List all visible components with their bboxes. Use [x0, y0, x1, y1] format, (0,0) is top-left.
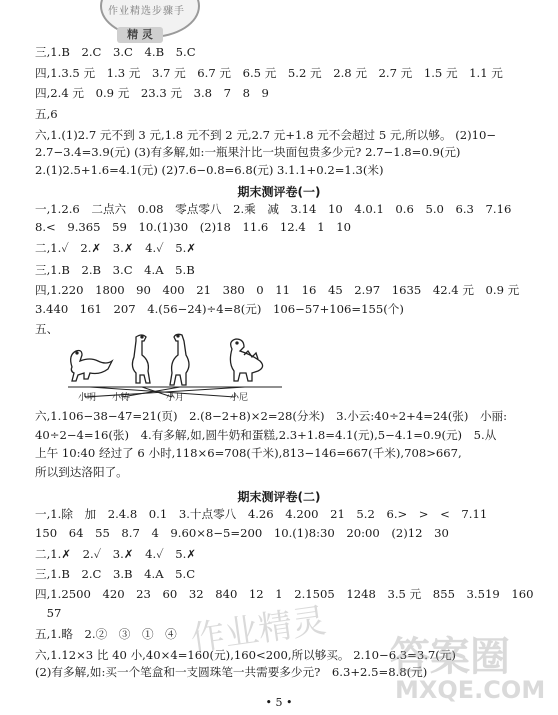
figure-label: 小明: [78, 393, 97, 403]
answer-line: 2.7−3.4=3.9(元) (3)有多解,如:一瓶果汁比一块面包贵多少元? 2.7−1.8=0.9(元): [35, 145, 461, 159]
dinosaur-icon: [170, 334, 189, 385]
catalog-tab: 精 灵: [117, 27, 163, 43]
answer-line: 四,1.220 1800 90 400 21 380 0 11 16 45 2.97 1635 42.4 元 0.9 元: [35, 283, 520, 297]
answer-line: 三,1.B 2.C 3.B 4.A 5.C: [35, 567, 196, 581]
answer-line: 五,1.略 2.② ③ ① ④: [35, 627, 177, 641]
dinosaur-icon: [230, 339, 262, 381]
figure-label: 小涛: [112, 393, 131, 403]
answer-line: 一,1.2.6 二点六 0.08 零点零八 2.乘 减 3.14 10 4.0.1 0.6 5.0 6.3 7.16: [35, 202, 512, 216]
answer-line: 五,6: [35, 107, 58, 121]
dinosaur-icon: [132, 335, 150, 383]
answer-line: 上午 10:40 经过了 6 小时,118×6=708(千米),813−146=667(千米),708>667,: [35, 446, 462, 460]
answer-line: 五、: [35, 322, 59, 336]
watermark: 答案圈: [390, 634, 510, 680]
answer-line: (2)有多解,如:买一个笔盒和一支圆珠笔一共需要多少元? 6.3+2.5=8.8(元): [35, 665, 428, 679]
dinosaur-icon: [71, 351, 112, 382]
answer-line: 六,1.(1)2.7 元不到 3 元,1.8 元不到 2 元,2.7 元+1.8 元不会超过 5 元,所以够。 (2)10−: [35, 128, 497, 142]
watermark: 作业精灵: [188, 600, 329, 660]
answer-line: 57: [35, 606, 62, 620]
answer-line: 所以到达洛阳了。: [35, 465, 128, 479]
answer-line: 2.(1)2.5+1.6=4.1(元) (2)7.6−0.8=6.8(元) 3.1.1+0.2=1.3(米): [35, 163, 384, 177]
watermark: MXQE.COM: [395, 676, 546, 704]
answer-line: 六,1.12×3 比 40 小,40×4=160(元),160<200,所以够买。 2.10−6.3=3.7(元): [35, 648, 456, 662]
section-heading: 期末测评卷(一): [237, 185, 321, 199]
page-header: [0, 0, 558, 46]
answer-line: 四,1.3.5 元 1.3 元 3.7 元 6.7 元 6.5 元 5.2 元 2.8 元 2.7 元 1.5 元 1.1 元: [35, 66, 503, 80]
answer-line: 四,1.2500 420 23 60 32 840 12 1 2.1505 1248 3.5 元 855 3.519 160: [35, 587, 534, 601]
answer-line: 8.< 9.365 59 10.(1)30 (2)18 11.6 12.4 1 10: [35, 220, 352, 234]
answer-line: 四,2.4 元 0.9 元 23.3 元 3.8 7 8 9: [35, 86, 269, 100]
answer-line: 3.440 161 207 4.(56−24)÷4=8(元) 106−57+106=155(个): [35, 302, 404, 316]
answer-line: 三,1.B 2.C 3.C 4.B 5.C: [35, 45, 196, 59]
answer-line: 二,1.✗ 2.✓ 3.✗ 4.✓ 5.✗: [35, 547, 197, 561]
answer-line: 40÷2−4=16(张) 4.有多解,如,圆牛奶和蛋糕,2.3+1.8=4.1(元),5−4.1=0.9(元) 5.从: [35, 428, 497, 442]
logo-text: 作业精选步骤手: [108, 6, 185, 17]
answer-line: 六,1.106−38−47=21(页) 2.(8−2+8)×2=28(分米) 3.小云:40÷2+4=24(张) 小丽:: [35, 409, 508, 423]
answer-line: 一,1.除 加 2.4.8 0.1 3.十点零八 4.26 4.200 21 5.2 6.> > < 7.11: [35, 507, 488, 521]
answer-line: 三,1.B 2.B 3.C 4.A 5.B: [35, 263, 195, 277]
section-heading: 期末测评卷(二): [237, 490, 321, 504]
figure-label: 小尼: [230, 393, 249, 403]
answer-line: 二,1.✓ 2.✗ 3.✗ 4.✓ 5.✗: [35, 241, 197, 255]
answer-line: 150 64 55 8.7 4 9.60×8−5=200 10.(1)8:30 20:00 (2)12 30: [35, 526, 449, 540]
figure-label: 小月: [166, 393, 185, 403]
page-number: • 5 •: [265, 696, 293, 709]
